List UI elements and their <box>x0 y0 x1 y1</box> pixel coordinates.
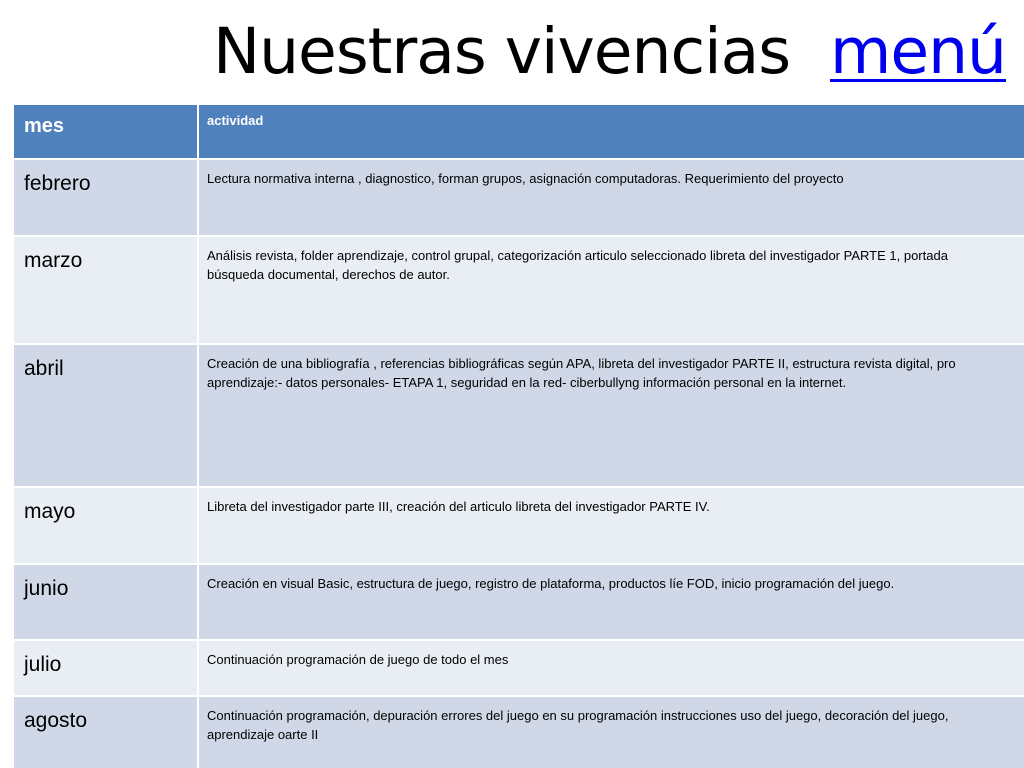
page-title: Nuestras vivencias <box>213 15 791 88</box>
activity-cell <box>198 564 1024 640</box>
activity-cell <box>198 344 1024 487</box>
activity-line: Creación en visual Basic, estructura de juego, registro de plataforma, productos líe FOD, inicio programación del juego. <box>207 576 895 591</box>
activity-line: Continuación programación, depuración errores del juego en su programación instrucciones uso del juego, decoración del juego, <box>207 708 949 723</box>
month-cell: febrero <box>13 159 198 236</box>
table-row <box>13 487 1024 564</box>
table-row <box>13 344 1024 487</box>
activity-line: Lectura normativa interna , diagnostico, forman grupos, asignación computadoras. Requerimiento del proyecto <box>207 171 844 186</box>
table-row <box>13 236 1024 344</box>
activity-line: aprendizaje:- datos personales- ETAPA 1, seguridad en la red- ciberbullyng información personal en la internet. <box>207 375 847 390</box>
activity-line: Libreta del investigador parte III, creación del articulo libreta del investigador PARTE IV. <box>207 499 710 514</box>
activity-line: búsqueda documental, derechos de autor. <box>207 267 450 282</box>
table-header-row <box>13 104 1024 159</box>
activity-cell <box>198 487 1024 564</box>
menu-link[interactable]: menú <box>830 15 1006 88</box>
table-row <box>13 564 1024 640</box>
activity-cell <box>198 159 1024 236</box>
activities-table-container <box>12 103 1024 768</box>
month-cell: abril <box>13 344 198 487</box>
activity-line: Análisis revista, folder aprendizaje, control grupal, categorización articulo seleccionado libreta del investigador PARTE 1, portada <box>207 248 948 263</box>
month-cell: agosto <box>13 696 198 768</box>
month-cell: junio <box>13 564 198 640</box>
table-row <box>13 159 1024 236</box>
activity-line: aprendizaje oarte II <box>207 727 319 742</box>
activity-cell <box>198 236 1024 344</box>
activity-cell <box>198 640 1024 696</box>
header-mes: mes <box>13 104 198 159</box>
month-cell: mayo <box>13 487 198 564</box>
table-row <box>13 640 1024 696</box>
title-bar <box>0 0 1024 100</box>
header-actividad: actividad <box>198 104 1024 159</box>
table-row <box>13 696 1024 768</box>
activity-line: Continuación programación de juego de todo el mes <box>207 652 509 667</box>
month-cell: julio <box>13 640 198 696</box>
activity-cell <box>198 696 1024 768</box>
activity-line: Creación de una bibliografía , referencias bibliográficas según APA, libreta del investigador PARTE II, estructura revista digital, pro <box>207 356 956 371</box>
activities-table <box>12 103 1024 768</box>
month-cell: marzo <box>13 236 198 344</box>
